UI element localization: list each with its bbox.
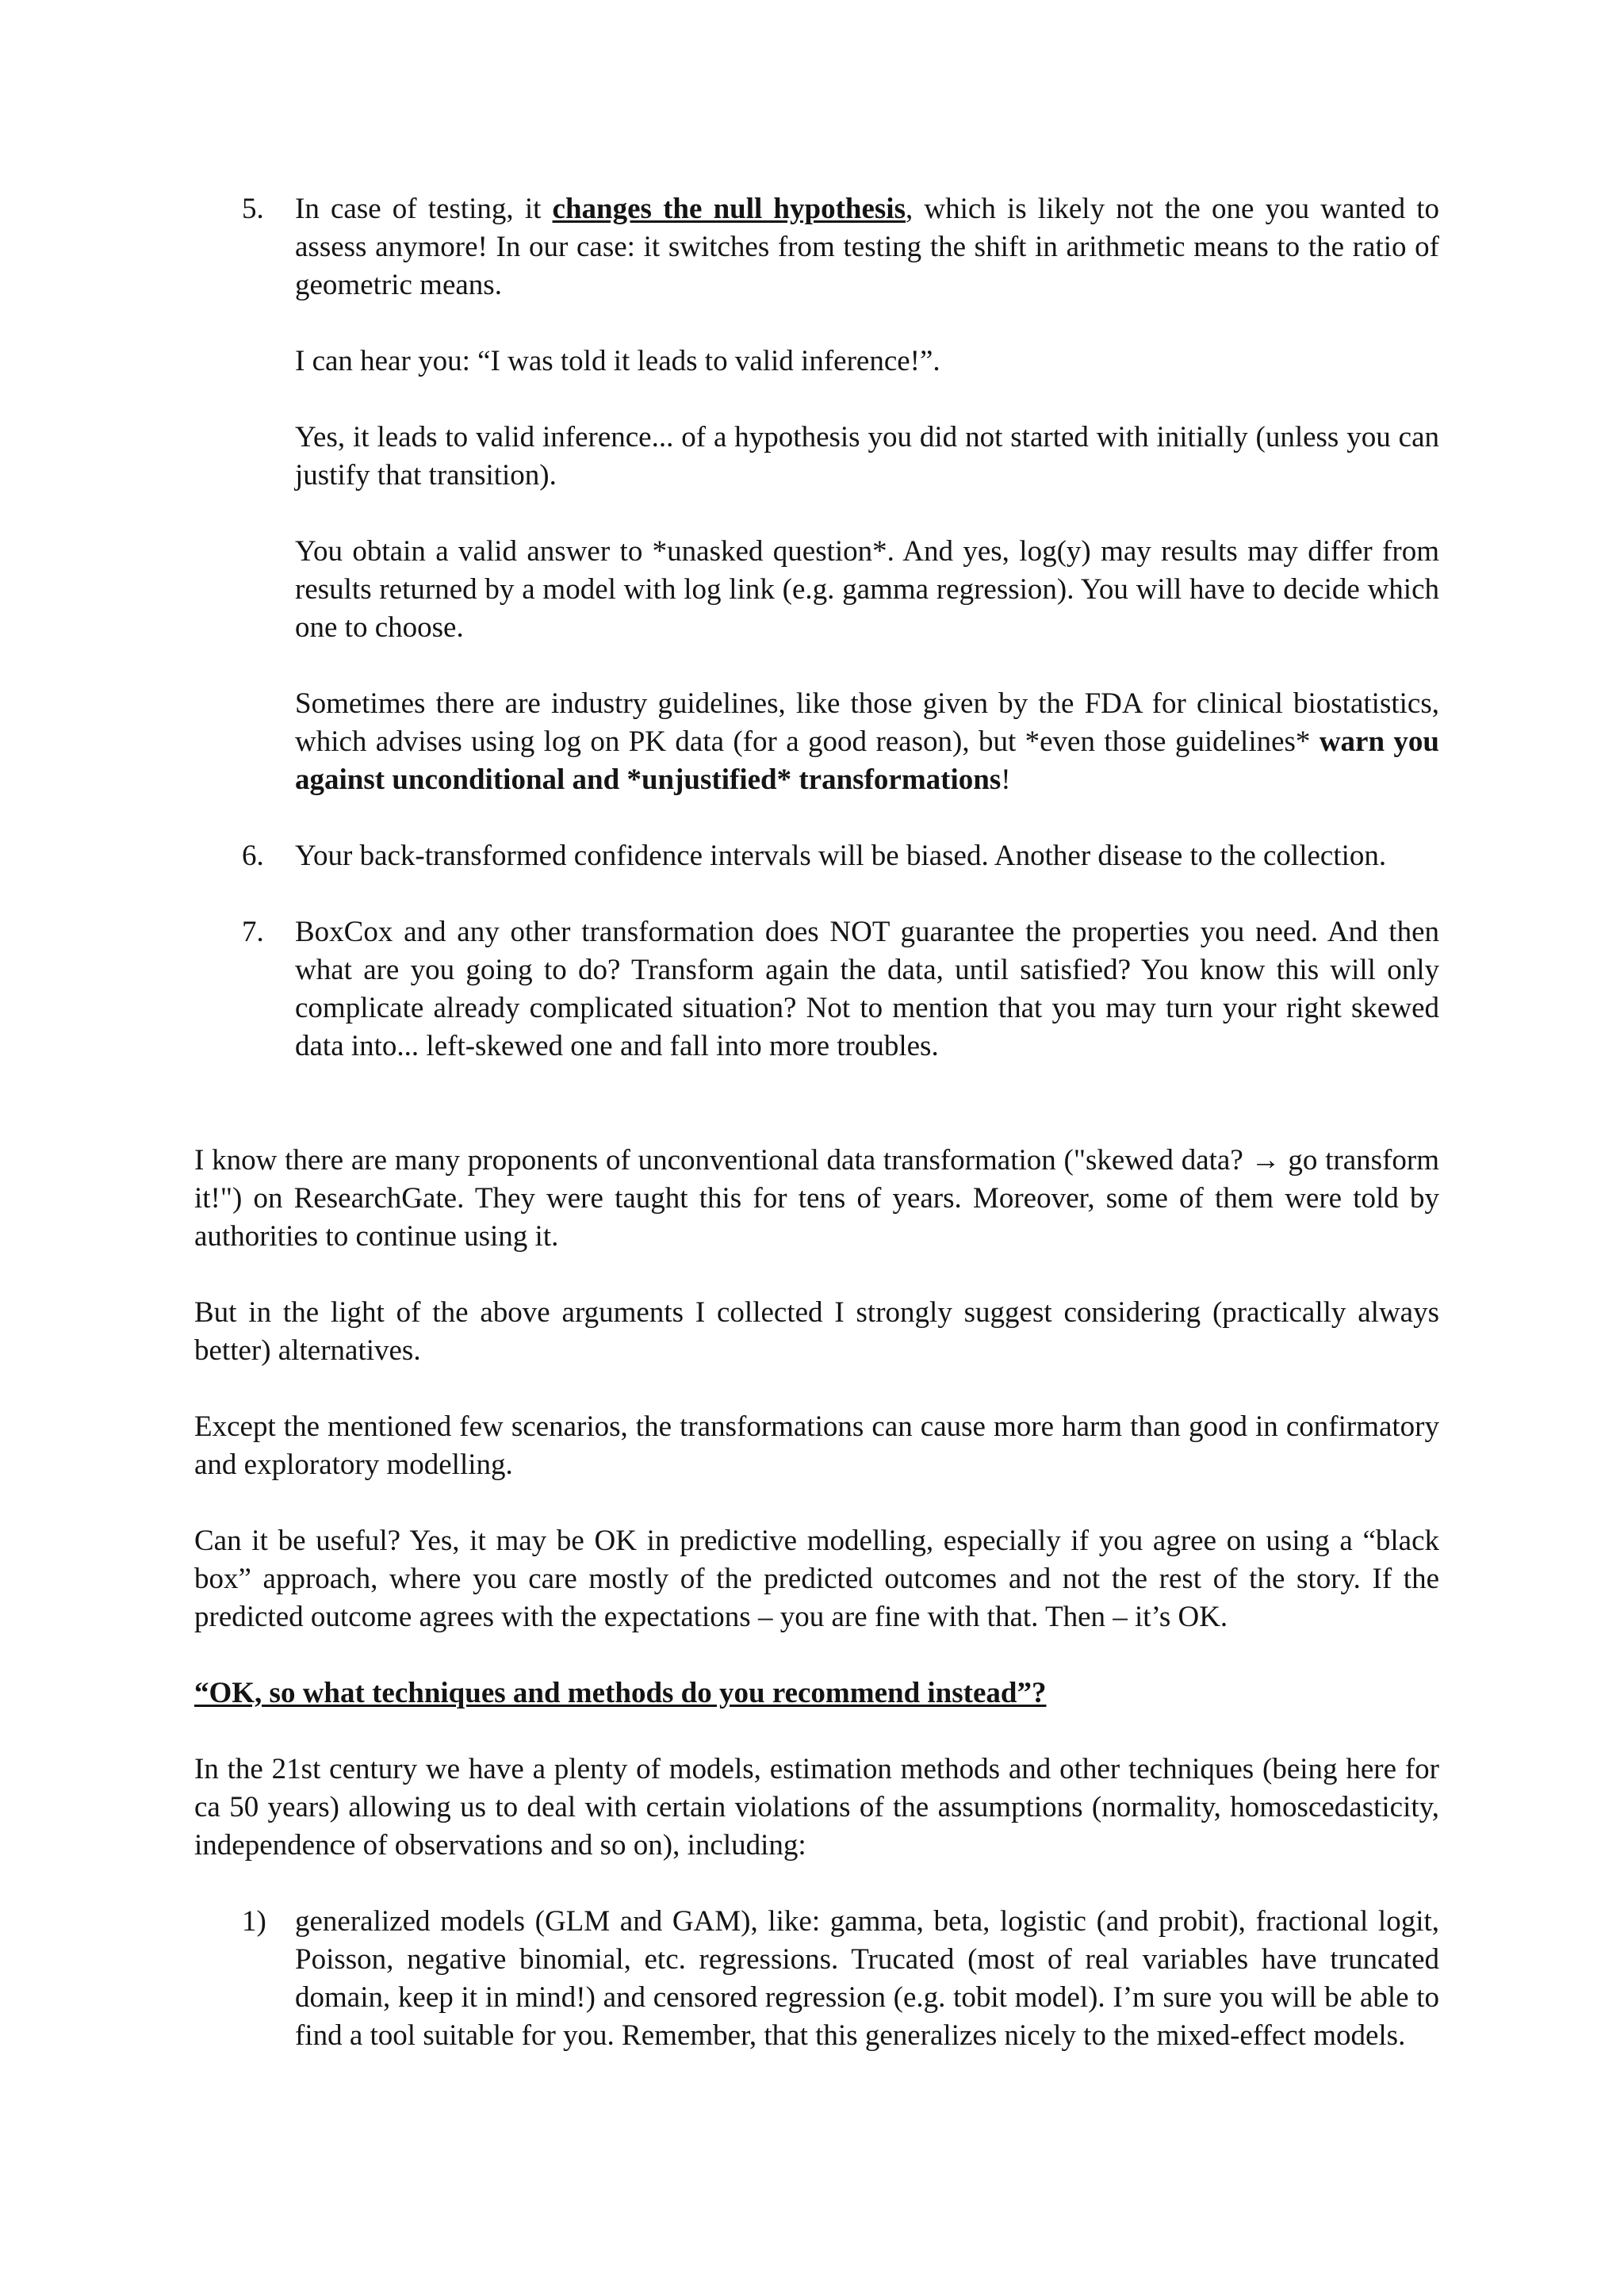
arrow-icon: → (1251, 1144, 1281, 1177)
list-item-5 (194, 190, 1439, 799)
paragraph: Can it be useful? Yes, it may be OK in predictive modelling, especially if you agree on using a “black box” approach, where you care mostly of the predicted outcomes and not the rest of the story. If the predicted outcome agrees with the expectations – you are fine with that. Then – it’s OK. (194, 1525, 1439, 1633)
paragraph: Yes, it leads to valid inference... of a hypothesis you did not started with initially (unless you can justify that transition). (295, 421, 1439, 492)
paragraph: Your back-transformed confidence intervals will be biased. Another disease to the collection. (295, 840, 1387, 872)
list-number: 5. (242, 193, 264, 225)
paragraph: In the 21st century we have a plenty of models, estimation methods and other techniques (being here for ca 50 years) allowing us to deal with certain violations of the assumptions (normality, homoscedasticity, independence of observations and so on), including: (194, 1753, 1439, 1862)
paragraph: Sometimes there are industry guidelines, like those given by the FDA for clinical biostatistics, which advises using log on PK data (for a good reason), but *even those guidelines* warn you against unconditional and *unjustified* transformations! (295, 687, 1439, 796)
list-number: 1) (242, 1905, 266, 1938)
list-number: 6. (242, 840, 264, 872)
document-body (194, 190, 1439, 2055)
paragraph: In case of testing, it changes the null hypothesis, which is likely not the one you wanted to assess anymore! In our case: it switches from testing the shift in arithmetic means to the ratio of geometric means. (295, 193, 1439, 301)
list-item-1 (194, 1903, 1439, 2055)
emphasis-underlined: changes the null hypothesis (552, 193, 906, 225)
paragraph: I can hear you: “I was told it leads to valid inference!”. (295, 345, 940, 377)
list-number: 7. (242, 916, 264, 948)
paragraph: But in the light of the above arguments I collected I strongly suggest considering (practically always better) alternatives. (194, 1296, 1439, 1367)
list-item-6 (194, 837, 1439, 875)
paragraph: I know there are many proponents of unconventional data transformation ("skewed data? → go transform it!") on ResearchGate. They were taught this for tens of years. Moreover, some of them were told by authorities to continue using it. (194, 1144, 1439, 1253)
emphasis-bold: warn you against unconditional and *unjustified* transformations (295, 725, 1439, 796)
paragraph: BoxCox and any other transformation does NOT guarantee the properties you need. And then what are you going to do? Transform again the data, until satisfied? You know this will only complicate already complicated situation? Not to mention that you may turn your right skewed data into... left-skewed one and fall into more troubles. (295, 916, 1439, 1062)
list-item-7 (194, 913, 1439, 1066)
paragraph: You obtain a valid answer to *unasked question*. And yes, log(y) may results may differ from results returned by a model with log link (e.g. gamma regression). You will have to decide which one to choose. (295, 535, 1439, 644)
paragraph: Except the mentioned few scenarios, the transformations can cause more harm than good in confirmatory and exploratory modelling. (194, 1410, 1439, 1481)
paragraph: generalized models (GLM and GAM), like: gamma, beta, logistic (and probit), fractional logit, Poisson, negative binomial, etc. regressions. Trucated (most of real variables have truncated domain, keep it in mind!) and censored regression (e.g. tobit model). I’m sure you will be able to find a tool suitable for you. Remember, that this generalizes nicely to the mixed-effect models. (295, 1905, 1439, 2052)
section-heading: “OK, so what techniques and methods do you recommend instead”? (194, 1677, 1047, 1709)
